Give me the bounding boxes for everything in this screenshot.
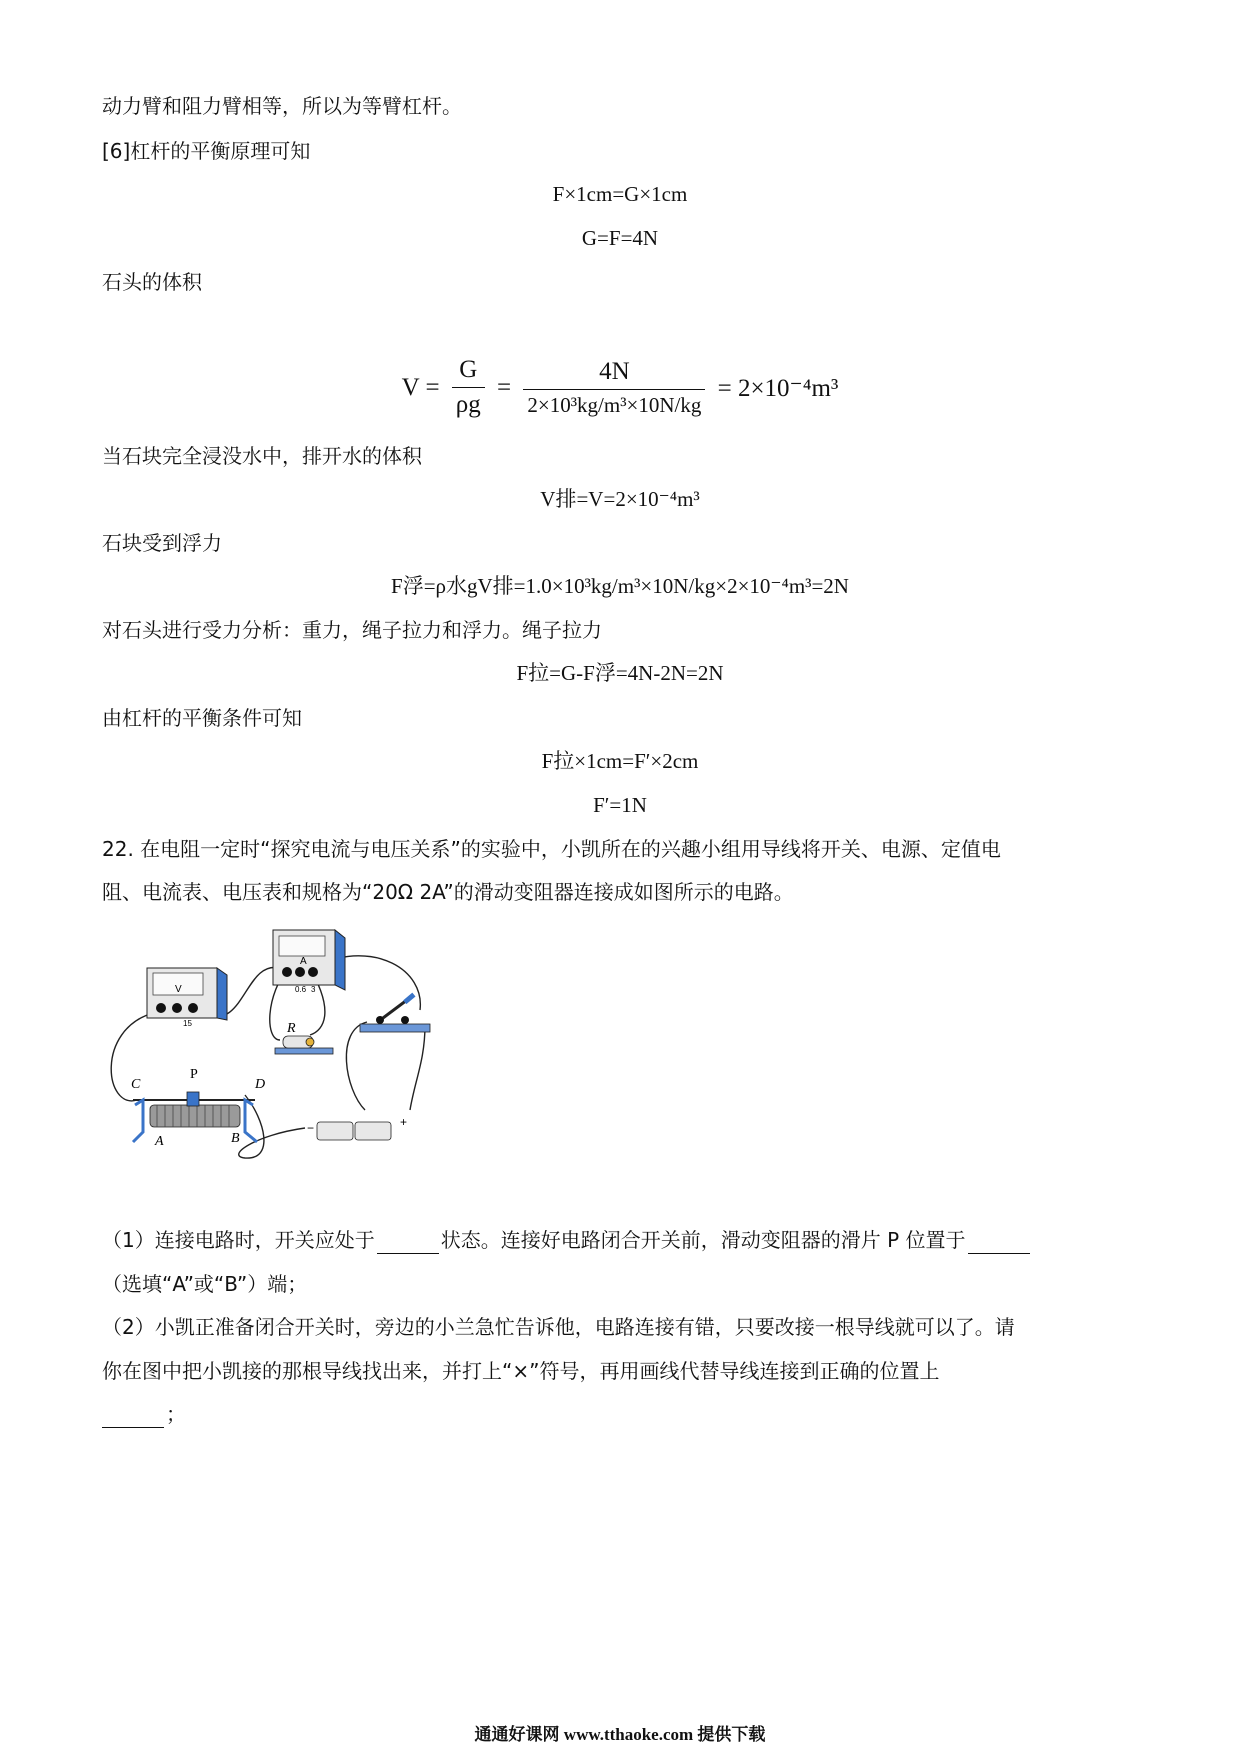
answer-blank[interactable] [377, 1233, 439, 1254]
resistor [275, 1021, 333, 1054]
svg-text:+: + [400, 1115, 408, 1129]
wire [346, 1022, 367, 1110]
resistor-label: R [287, 1021, 296, 1036]
svg-text:3: 3 [311, 985, 316, 994]
svg-text:A: A [155, 1134, 164, 1149]
formula-f7: F拉×1cm=F′×2cm [541, 749, 699, 773]
fraction-denominator: ρg [455, 391, 481, 418]
fraction-2 [523, 358, 705, 418]
part-2-text: ； [166, 1402, 186, 1426]
ammeter-label: A [300, 956, 307, 967]
page-footer: 通通好课网 www.tthaoke.com 提供下载 [474, 1725, 766, 1744]
fraction-numerator: G [452, 356, 485, 388]
ammeter [273, 930, 345, 994]
rheostat [131, 1067, 265, 1149]
text-line: 当石块完全浸没水中，排开水的体积 [102, 444, 422, 468]
formula-f5: F浮=ρ水gV排=1.0×10³kg/m³×10N/kg×2×10⁻⁴m³=2N [391, 574, 849, 598]
voltmeter-label: V [175, 984, 182, 995]
question-22-line2: 阻、电流表、电压表和规格为“20Ω 2A”的滑动变阻器连接成如图所示的电路。 [102, 880, 794, 904]
voltmeter [147, 968, 227, 1028]
svg-text:−: − [307, 1121, 315, 1135]
text-line: 对石头进行受力分析：重力，绳子拉力和浮力。绳子拉力 [102, 618, 602, 642]
svg-text:P: P [190, 1067, 198, 1082]
svg-text:D: D [255, 1077, 266, 1092]
text-line: [6]杠杆的平衡原理可知 [102, 139, 311, 163]
svg-text:0.6: 0.6 [295, 985, 307, 994]
part-1-text: 状态。连接好电路闭合开关前，滑动变阻器的滑片 P 位置于 [440, 1228, 966, 1252]
svg-text:15: 15 [183, 1019, 192, 1028]
part-2-line1: （2）小凯正准备闭合开关时，旁边的小兰急忙告诉他，电路连接有错，只要改接一根导线就可以了。请 [102, 1315, 1015, 1339]
part-1-line1 [102, 1226, 1032, 1254]
part-2-line2: 你在图中把小凯接的那根导线找出来，并打上“×”符号，再用画线代替导线连接到正确的位置上 [102, 1359, 940, 1383]
formula-f4: V排=V=2×10⁻⁴m³ [540, 487, 700, 511]
text-line: 动力臂和阻力臂相等，所以为等臂杠杆。 [102, 94, 462, 118]
formula-volume [0, 356, 1240, 419]
question-22-line1: 22. 在电阻一定时“探究电流与电压关系”的实验中，小凯所在的兴趣小组用导线将开关、电源、定值电 [102, 837, 1001, 861]
formula-f1: F×1cm=G×1cm [552, 182, 688, 206]
circuit-figure [95, 920, 495, 1170]
fraction-denominator: 2×10³kg/m³×10N/kg [527, 392, 702, 417]
answer-blank[interactable] [102, 1407, 164, 1428]
text-line: 由杠杆的平衡条件可知 [102, 706, 302, 730]
part-1-text: （1）连接电路时，开关应处于 [102, 1228, 375, 1252]
fraction-1 [452, 356, 485, 419]
fraction-numerator: 4N [523, 358, 705, 390]
part-2-line3 [102, 1400, 186, 1428]
formula-f2: G=F=4N [581, 226, 659, 250]
battery [307, 1115, 407, 1140]
text-line: 石块受到浮力 [102, 531, 222, 555]
wire [410, 1025, 425, 1110]
part-1-line2: （选填“A”或“B”）端； [102, 1272, 308, 1296]
formula-f8: F′=1N [593, 793, 647, 817]
svg-text:C: C [131, 1077, 141, 1092]
equals-sign: = [497, 373, 512, 401]
answer-blank[interactable] [968, 1233, 1030, 1254]
text-line: 石头的体积 [102, 270, 202, 294]
svg-text:B: B [231, 1131, 240, 1146]
formula-rhs: = 2×10⁻⁴m³ [717, 374, 839, 402]
formula-lhs: V = [401, 373, 440, 401]
formula-f6: F拉=G-F浮=4N-2N=2N [516, 661, 724, 685]
wire [239, 1095, 305, 1158]
